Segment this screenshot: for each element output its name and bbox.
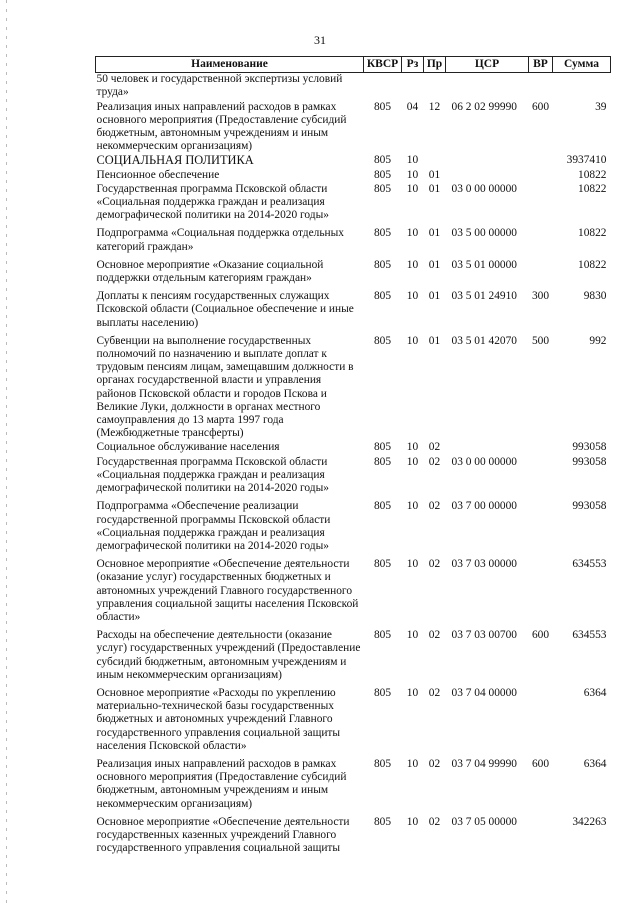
row-vr [529,183,553,224]
row-rz: 10 [406,168,419,181]
row-pr: 01 [428,168,441,181]
table-row [96,554,611,625]
table-row [96,286,611,331]
row-csr [446,169,529,183]
row-vr: 600 [531,757,550,770]
row-pr [424,154,446,168]
budget-table [95,56,611,856]
row-rz: 10 [406,686,419,699]
row-name: Пенсионное обеспечение [96,168,220,181]
row-sum: 3937410 [566,154,607,167]
table-row [96,683,611,754]
row-sum: 10822 [578,182,607,195]
header-name: Наименование [96,57,364,73]
row-sum: 6364 [583,757,607,770]
table-row [96,441,611,455]
row-csr [446,154,529,168]
row-vr [529,456,553,497]
row-kvsr: 805 [373,290,392,303]
row-csr: 03 5 01 00000 [451,258,517,271]
row-vr [529,441,553,455]
table-row [96,255,611,286]
row-pr: 01 [428,227,441,240]
table-row [96,812,611,857]
row-rz: 10 [406,154,419,167]
table-row [96,625,611,683]
header-sum: Сумма [553,57,611,73]
row-csr: 03 7 00 00000 [451,500,517,513]
row-vr: 500 [531,334,550,347]
row-kvsr: 805 [373,258,392,271]
row-name: Реализация иных направлений расходов в рамках основного мероприятия (Предоставление субсидий бюджетным, автономным учреждениям и иным некоммерческим организациям) [96,100,347,153]
row-sum: 993058 [572,500,607,513]
header-csr: ЦСР [446,57,529,73]
row-kvsr: 805 [373,227,392,240]
row-pr: 01 [428,290,441,303]
row-csr [446,441,529,455]
row-pr: 01 [428,182,441,195]
row-vr: 300 [531,290,550,303]
row-csr: 06 2 02 99990 [451,100,517,113]
row-kvsr: 805 [373,686,392,699]
scan-margin-line [6,0,7,905]
row-kvsr [364,73,402,101]
row-vr: 600 [531,629,550,642]
row-pr: 02 [428,441,441,454]
row-name: Реализация иных направлений расходов в рамках основного мероприятия (Предоставление субсидий бюджетным, автономным учреждениям и иным некоммерческим организациям) [96,757,347,810]
row-pr: 12 [428,100,441,113]
table-row [96,101,611,155]
row-kvsr: 805 [373,500,392,513]
row-pr: 02 [428,686,441,699]
row-name: Основное мероприятие «Обеспечение деятельности (оказание услуг) государственных бюджетных и автономных учреждений Главного государственного управления социальной защиты населения Псковской области» [96,558,359,623]
table-row [96,183,611,224]
table-row [96,154,611,168]
table-row [96,223,611,254]
row-name: 50 человек и государственной экспертизы условий труда» [96,73,343,99]
row-name: Субвенции на выполнение государственных полномочий по назначению и выплате доплат к трудовым пенсиям лицам, замещавшим должности в органах государственной власти и управления районов Псковской области и городов Пскова и Великие Луки, должности в органах местного самоуправления до 13 марта 1997 года (Межбюджетные трансферты) [96,334,354,440]
row-kvsr: 805 [373,168,392,181]
table-header-row [96,57,611,73]
row-vr [529,73,553,101]
row-kvsr: 805 [373,154,392,167]
row-rz: 10 [406,290,419,303]
row-name: Основное мероприятие «Оказание социальной поддержки отдельным категориям граждан» [96,258,324,285]
row-pr: 02 [428,455,441,468]
row-csr: 03 5 01 24910 [451,290,517,303]
row-sum: 10822 [578,258,607,271]
row-sum: 10822 [578,227,607,240]
row-kvsr: 805 [373,815,392,828]
row-vr [529,223,553,254]
row-rz: 10 [406,558,419,571]
table-row [96,456,611,497]
row-kvsr: 805 [373,441,392,454]
row-name: Подпрограмма «Обеспечение реализации государственной программы Псковской области «Социальная поддержка граждан и реализация демографической политики на 2014-2020 годы» [96,500,331,552]
row-pr: 02 [428,815,441,828]
row-vr [529,554,553,625]
table-row [96,496,611,554]
row-csr: 03 7 03 00700 [451,629,517,642]
header-kvsr: КВСР [364,57,402,73]
page-number: 31 [314,33,326,47]
row-rz: 04 [406,100,419,113]
row-kvsr: 805 [373,757,392,770]
row-rz: 10 [406,258,419,271]
header-rz: Рз [402,57,424,73]
row-rz: 10 [406,441,419,454]
table-row [96,754,611,812]
row-name: Расходы на обеспечение деятельности (оказание услуг) государственных учреждений (Предоставление субсидий бюджетным, автономным учреждениям и иным некоммерческим организациям) [96,629,361,681]
row-name: Основное мероприятие «Расходы по укреплению материально-технической базы государственных бюджетных и автономных учреждений Главного государственного управления социальной защиты населения Псковской области» [96,686,341,752]
row-csr: 03 0 00 00000 [451,455,517,468]
row-rz [402,73,424,101]
row-name: Подпрограмма «Социальная поддержка отдельных категорий граждан» [96,227,344,253]
row-sum [553,73,611,101]
row-sum: 9830 [583,290,607,303]
row-vr [529,169,553,183]
row-pr: 02 [428,757,441,770]
row-vr [529,255,553,286]
row-csr: 03 7 05 00000 [451,815,517,828]
row-pr: 01 [428,334,441,347]
row-name: Государственная программа Псковской области «Социальная поддержка граждан и реализация демографической политики на 2014-2020 годы» [96,182,329,222]
header-vr: ВР [529,57,553,73]
row-vr: 600 [531,100,550,113]
row-sum: 993058 [572,441,607,454]
row-sum: 634553 [572,629,607,642]
row-pr: 02 [428,558,441,571]
row-pr: 01 [428,258,441,271]
row-vr [529,812,553,857]
row-sum: 342263 [572,815,607,828]
row-vr [529,683,553,754]
row-csr: 03 5 01 42070 [451,334,517,347]
row-rz: 10 [406,227,419,240]
row-sum: 992 [589,334,607,347]
row-vr [529,496,553,554]
table-row [96,169,611,183]
row-pr: 02 [428,500,441,513]
row-rz: 10 [406,629,419,642]
row-csr: 03 5 00 00000 [451,227,517,240]
row-rz: 10 [406,455,419,468]
row-vr [529,154,553,168]
row-kvsr: 805 [373,334,392,347]
row-csr: 03 0 00 00000 [451,182,517,195]
row-name: СОЦИАЛЬНАЯ ПОЛИТИКА [96,153,254,168]
row-kvsr: 805 [373,182,392,195]
header-pr: Пр [424,57,446,73]
row-sum: 10822 [578,168,607,181]
table-row [96,73,611,101]
row-pr: 02 [428,629,441,642]
row-csr [446,73,529,101]
row-name: Государственная программа Псковской области «Социальная поддержка граждан и реализация демографической политики на 2014-2020 годы» [96,455,329,495]
row-rz: 10 [406,334,419,347]
row-pr [424,73,446,101]
row-csr: 03 7 04 99990 [451,757,517,770]
row-sum: 6364 [583,686,607,699]
row-kvsr: 805 [373,100,392,113]
row-csr: 03 7 04 00000 [451,686,517,699]
row-kvsr: 805 [373,629,392,642]
row-kvsr: 805 [373,558,392,571]
row-csr: 03 7 03 00000 [451,558,517,571]
row-name: Основное мероприятие «Обеспечение деятельности государственных казенных учреждений Главного государственного управления социальной защиты [96,815,350,855]
row-sum: 634553 [572,558,607,571]
row-sum: 39 [595,100,607,113]
row-kvsr: 805 [373,455,392,468]
row-rz: 10 [406,815,419,828]
row-rz: 10 [406,757,419,770]
row-name: Социальное обслуживание населения [96,441,280,454]
row-sum: 993058 [572,455,607,468]
row-name: Доплаты к пенсиям государственных служащих Псковской области (Социальное обеспечение и иные выплаты населению) [96,290,354,329]
row-rz: 10 [406,182,419,195]
row-rz: 10 [406,500,419,513]
table-row [96,331,611,442]
